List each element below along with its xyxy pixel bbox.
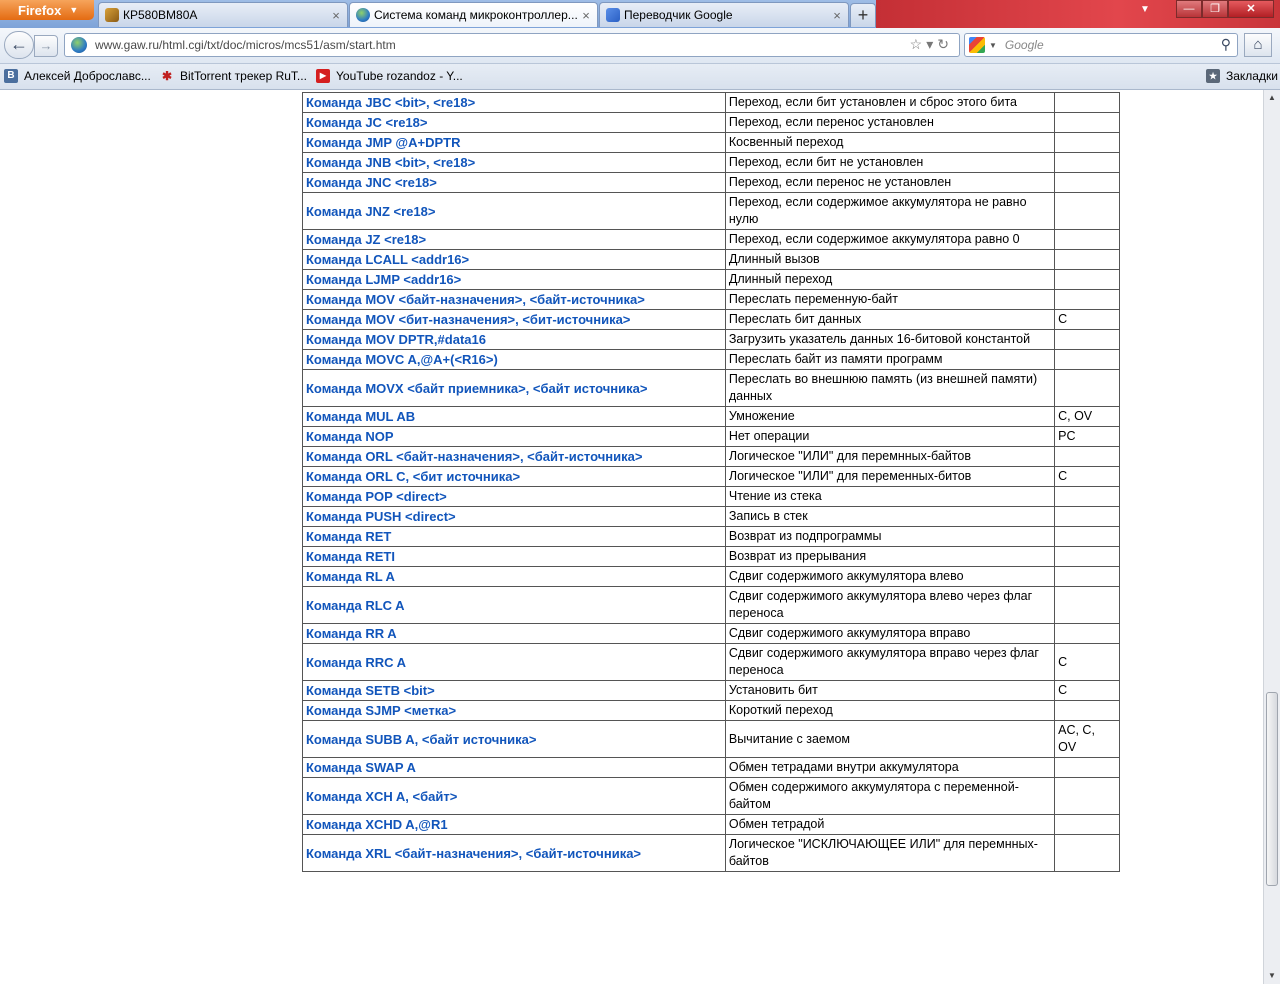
flags-cell: C, OV [1055, 407, 1120, 427]
table-row [303, 370, 1120, 407]
description-cell: Установить бит [725, 681, 1054, 701]
command-cell [303, 835, 726, 872]
command-link[interactable]: Команда SUBB A, <байт источника> [306, 731, 537, 747]
close-window-icon[interactable]: ✕ [1228, 0, 1274, 18]
command-link[interactable]: Команда MOVC A,@A+(<R16>) [306, 352, 498, 367]
close-tab-icon[interactable]: × [332, 7, 340, 23]
bookmark-item[interactable] [4, 69, 151, 83]
command-cell [303, 93, 726, 113]
command-link[interactable]: Команда RET [306, 529, 392, 544]
command-cell [303, 527, 726, 547]
description-cell: Логическое "ИСКЛЮЧАЮЩЕЕ ИЛИ" для перемнных-байтов [725, 835, 1054, 872]
command-link[interactable]: Команда JMP @A+DPTR [306, 135, 461, 150]
table-row [303, 758, 1120, 778]
command-link[interactable]: Команда RR A [306, 626, 397, 641]
command-link[interactable]: Команда POP <direct> [306, 489, 447, 504]
translate-icon [606, 8, 620, 22]
description-cell: Обмен тетрадой [725, 815, 1054, 835]
description-cell: Косвенный переход [725, 133, 1054, 153]
command-cell [303, 193, 726, 230]
table-row [303, 527, 1120, 547]
flags-cell: C [1055, 644, 1120, 681]
flags-cell [1055, 113, 1120, 133]
command-cell [303, 447, 726, 467]
description-cell: Переход, если перенос установлен [725, 113, 1054, 133]
description-cell: Переход, если содержимое аккумулятора не равно нулю [725, 193, 1054, 230]
vertical-scrollbar[interactable] [1263, 90, 1280, 984]
command-link[interactable]: Команда SETB <bit> [306, 683, 435, 698]
table-row [303, 270, 1120, 290]
table-row [303, 487, 1120, 507]
tab-label: Переводчик Google [624, 8, 733, 22]
command-cell [303, 350, 726, 370]
command-cell [303, 567, 726, 587]
home-button[interactable] [1244, 33, 1272, 57]
command-link[interactable]: Команда JZ <re18> [306, 232, 427, 247]
table-row [303, 701, 1120, 721]
description-cell: Нет операции [725, 427, 1054, 447]
flags-cell [1055, 173, 1120, 193]
flags-cell [1055, 624, 1120, 644]
command-cell [303, 133, 726, 153]
table-row [303, 193, 1120, 230]
flags-cell: AC, C, OV [1055, 721, 1120, 758]
command-link[interactable]: Команда MOVX <байт приемника>, <байт источника> [306, 380, 648, 396]
flags-cell: C [1055, 467, 1120, 487]
command-link[interactable]: Команда RLC A [306, 597, 405, 613]
table-row [303, 567, 1120, 587]
description-cell: Переслать байт из памяти программ [725, 350, 1054, 370]
description-cell: Вычитание с заемом [725, 721, 1054, 758]
firefox-menu-button[interactable] [0, 0, 94, 20]
instruction-table [302, 92, 1120, 872]
command-link[interactable]: Команда RL A [306, 569, 395, 584]
command-cell [303, 230, 726, 250]
table-row [303, 547, 1120, 567]
description-cell: Переход, если перенос не установлен [725, 173, 1054, 193]
command-link[interactable]: Команда MOV <байт-назначения>, <байт-источника> [306, 292, 645, 307]
bookmarks-menu-label: Закладки [1226, 69, 1278, 83]
flags-cell: C [1055, 681, 1120, 701]
tab-label: КР580ВМ80А [123, 8, 198, 22]
instruction-table-body [303, 93, 1120, 872]
command-cell [303, 370, 726, 407]
firefox-menu-label: Firefox [18, 2, 62, 18]
description-cell: Переслать переменную-байт [725, 290, 1054, 310]
table-row [303, 153, 1120, 173]
command-cell [303, 270, 726, 290]
flags-cell [1055, 587, 1120, 624]
description-cell: Логическое "ИЛИ" для переменных-битов [725, 467, 1054, 487]
flags-cell [1055, 778, 1120, 815]
table-row [303, 467, 1120, 487]
close-tab-icon[interactable]: × [833, 7, 841, 23]
command-link[interactable]: Команда MUL AB [306, 409, 416, 424]
command-cell [303, 758, 726, 778]
flags-cell [1055, 93, 1120, 113]
command-link[interactable]: Команда XRL <байт-назначения>, <байт-источника> [306, 845, 642, 861]
command-link[interactable]: Команда LCALL <addr16> [306, 252, 470, 267]
command-cell [303, 113, 726, 133]
flags-cell: PC [1055, 427, 1120, 447]
command-cell [303, 587, 726, 624]
url-bar[interactable] [64, 33, 960, 57]
command-link[interactable]: Команда JC <re18> [306, 115, 428, 130]
description-cell: Обмен тетрадами внутри аккумулятора [725, 758, 1054, 778]
bookmarks-bar [0, 64, 1280, 90]
description-cell: Загрузить указатель данных 16-битовой константой [725, 330, 1054, 350]
minimize-icon[interactable]: — [1176, 0, 1202, 18]
bookmark-label: YouTube rozandoz - Y... [336, 69, 463, 83]
command-link[interactable]: Команда ORL C, <бит источника> [306, 469, 521, 484]
flags-cell [1055, 370, 1120, 407]
table-row [303, 330, 1120, 350]
description-cell: Обмен содержимого аккумулятора с переменной-байтом [725, 778, 1054, 815]
flags-cell [1055, 701, 1120, 721]
flags-cell [1055, 527, 1120, 547]
command-cell [303, 507, 726, 527]
flags-cell [1055, 133, 1120, 153]
tools-icon [105, 8, 119, 22]
search-bar[interactable] [964, 33, 1238, 57]
command-cell [303, 778, 726, 815]
command-link[interactable]: Команда NOP [306, 429, 394, 444]
command-cell [303, 427, 726, 447]
command-cell [303, 310, 726, 330]
restore-icon[interactable]: ❐ [1202, 0, 1228, 18]
description-cell: Чтение из стека [725, 487, 1054, 507]
flags-cell [1055, 230, 1120, 250]
bookmark-label: BitTorrent трекер RuT... [180, 69, 307, 83]
url-bar-tools [910, 36, 953, 53]
description-cell: Переслать бит данных [725, 310, 1054, 330]
bookmark-item[interactable] [160, 69, 307, 83]
table-row [303, 644, 1120, 681]
command-cell [303, 407, 726, 427]
description-cell: Умножение [725, 407, 1054, 427]
flags-cell [1055, 193, 1120, 230]
google-engine-icon[interactable] [969, 37, 985, 53]
description-cell: Возврат из прерывания [725, 547, 1054, 567]
torrent-icon: ✱ [161, 69, 173, 83]
description-cell: Короткий переход [725, 701, 1054, 721]
tab-google-translate[interactable] [599, 2, 849, 27]
command-cell [303, 624, 726, 644]
command-link[interactable]: Команда JNB <bit>, <re18> [306, 155, 476, 170]
page-viewport [0, 90, 1263, 984]
command-cell [303, 701, 726, 721]
table-row [303, 835, 1120, 872]
youtube-icon: ▶ [316, 69, 330, 83]
title-bar [0, 0, 1280, 28]
table-row [303, 815, 1120, 835]
table-row [303, 681, 1120, 701]
flags-cell [1055, 447, 1120, 467]
description-cell: Длинный переход [725, 270, 1054, 290]
tab-mcs51[interactable] [349, 2, 598, 27]
table-row [303, 507, 1120, 527]
command-link[interactable]: Команда MOV DPTR,#data16 [306, 332, 486, 347]
forward-button[interactable] [34, 35, 58, 57]
description-cell: Сдвиг содержимого аккумулятора вправо через флаг переноса [725, 644, 1054, 681]
flags-cell [1055, 153, 1120, 173]
flags-cell: C [1055, 310, 1120, 330]
description-cell: Логическое "ИЛИ" для перемнных-байтов [725, 447, 1054, 467]
vk-icon: В [4, 69, 18, 83]
flags-cell [1055, 815, 1120, 835]
tab-label: Система команд микроконтроллер... [374, 8, 578, 22]
flags-cell [1055, 507, 1120, 527]
site-identity-icon[interactable] [71, 37, 87, 53]
table-row [303, 407, 1120, 427]
table-row [303, 427, 1120, 447]
command-link[interactable]: Команда RRC A [306, 654, 407, 670]
command-link[interactable]: Команда RETI [306, 549, 395, 564]
command-cell [303, 290, 726, 310]
search-input[interactable]: Google [1004, 38, 1044, 52]
command-link[interactable]: Команда XCHD A,@R1 [306, 817, 448, 832]
back-arrow-icon: ← [10, 34, 28, 54]
flags-cell [1055, 270, 1120, 290]
close-tab-icon[interactable]: × [582, 7, 590, 23]
command-cell [303, 644, 726, 681]
chevron-down-icon[interactable]: ▼ [989, 40, 997, 50]
command-cell [303, 330, 726, 350]
home-icon: ⌂ [1253, 36, 1263, 53]
description-cell: Переслать во внешнюю память (из внешней памяти) данных [725, 370, 1054, 407]
flags-cell [1055, 290, 1120, 310]
bookmarks-menu[interactable] [1206, 69, 1278, 83]
table-row [303, 778, 1120, 815]
scroll-down-icon[interactable]: ▼ [1268, 971, 1276, 980]
bookmarks-star-icon: ★ [1206, 69, 1220, 83]
url-text: www.gaw.ru/html.cgi/txt/doc/micros/mcs51/asm/start.htm [95, 38, 396, 52]
table-row [303, 93, 1120, 113]
command-cell [303, 173, 726, 193]
command-link[interactable]: Команда JNC <re18> [306, 175, 437, 190]
table-row [303, 173, 1120, 193]
scroll-up-icon[interactable]: ▲ [1268, 93, 1276, 102]
scrollbar-thumb[interactable] [1266, 692, 1278, 886]
command-cell [303, 487, 726, 507]
bookmark-label: Алексей Доброславс... [24, 69, 151, 83]
description-cell: Переход, если бит не установлен [725, 153, 1054, 173]
command-link[interactable]: Команда SJMP <метка> [306, 703, 457, 718]
reload-icon[interactable]: ↻ [937, 36, 953, 52]
command-link[interactable]: Команда JBC <bit>, <re18> [306, 95, 476, 110]
command-link[interactable]: Команда MOV <бит-назначения>, <бит-источника> [306, 312, 631, 327]
forward-arrow-icon: → [39, 38, 53, 53]
table-row [303, 290, 1120, 310]
command-cell [303, 681, 726, 701]
table-row [303, 447, 1120, 467]
table-row [303, 133, 1120, 153]
list-all-tabs-icon[interactable]: ▼ [1140, 4, 1150, 15]
table-row [303, 113, 1120, 133]
table-row [303, 250, 1120, 270]
flags-cell [1055, 350, 1120, 370]
bookmark-item[interactable] [316, 69, 463, 83]
command-link[interactable]: Команда SWAP A [306, 760, 416, 775]
command-cell [303, 815, 726, 835]
table-row [303, 310, 1120, 330]
description-cell: Переход, если содержимое аккумулятора равно 0 [725, 230, 1054, 250]
description-cell: Переход, если бит установлен и сброс этого бита [725, 93, 1054, 113]
command-cell [303, 250, 726, 270]
command-link[interactable]: Команда LJMP <addr16> [306, 272, 462, 287]
flags-cell [1055, 487, 1120, 507]
globe-icon [356, 8, 370, 22]
command-cell [303, 721, 726, 758]
chevron-down-icon: ▼ [69, 5, 79, 15]
command-link[interactable]: Команда PUSH <direct> [306, 509, 456, 524]
star-icon[interactable]: ☆ [909, 36, 927, 52]
flags-cell [1055, 567, 1120, 587]
description-cell: Сдвиг содержимого аккумулятора влево [725, 567, 1054, 587]
command-link[interactable]: Команда ORL <байт-назначения>, <байт-источника> [306, 449, 643, 464]
tab-kr580[interactable] [98, 2, 348, 27]
description-cell: Сдвиг содержимого аккумулятора вправо [725, 624, 1054, 644]
table-row [303, 721, 1120, 758]
flags-cell [1055, 250, 1120, 270]
history-dropdown-icon[interactable]: ▾ [926, 36, 938, 52]
table-row [303, 230, 1120, 250]
command-cell [303, 153, 726, 173]
command-cell [303, 547, 726, 567]
table-row [303, 350, 1120, 370]
back-button[interactable] [4, 31, 34, 59]
new-tab-button[interactable]: + [850, 3, 876, 27]
description-cell: Возврат из подпрограммы [725, 527, 1054, 547]
description-cell: Сдвиг содержимого аккумулятора влево через флаг переноса [725, 587, 1054, 624]
command-link[interactable]: Команда XCH A, <байт> [306, 788, 458, 804]
command-link[interactable]: Команда JNZ <re18> [306, 203, 436, 219]
command-cell [303, 467, 726, 487]
table-row [303, 587, 1120, 624]
table-row [303, 624, 1120, 644]
flags-cell [1055, 835, 1120, 872]
description-cell: Длинный вызов [725, 250, 1054, 270]
flags-cell [1055, 547, 1120, 567]
flags-cell [1055, 330, 1120, 350]
flags-cell [1055, 758, 1120, 778]
search-icon[interactable]: ⚲ [1220, 36, 1231, 52]
navigation-bar [0, 28, 1280, 64]
description-cell: Запись в стек [725, 507, 1054, 527]
